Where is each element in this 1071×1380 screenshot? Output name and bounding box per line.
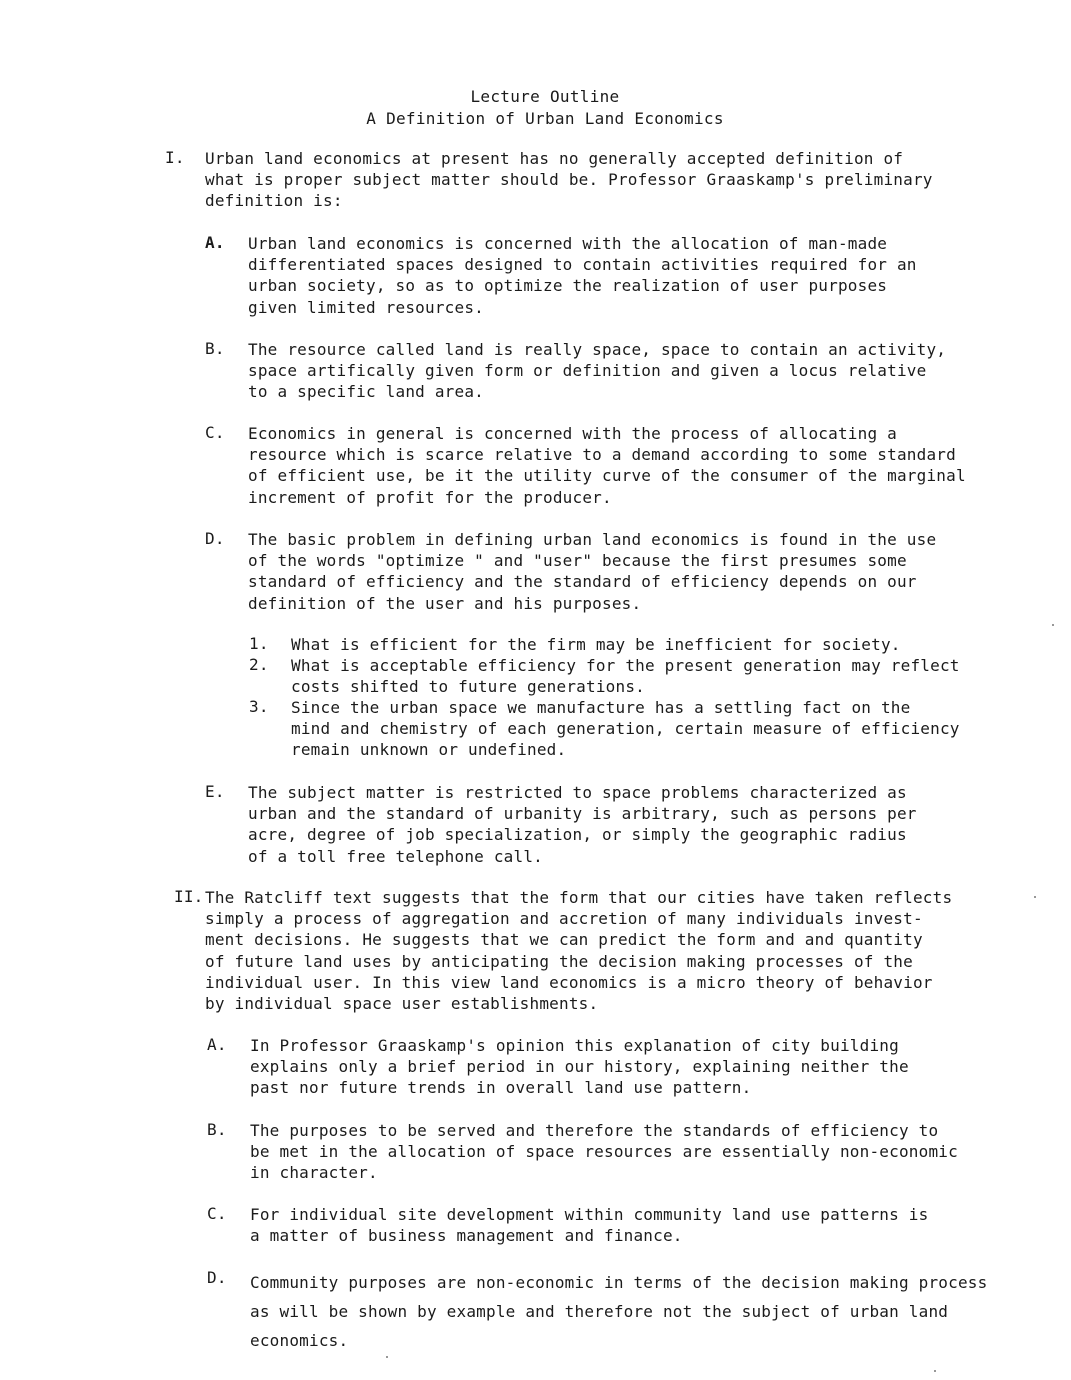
text-line: given limited resources. [248,297,484,317]
item-paragraph [248,339,946,403]
item-paragraph [250,1268,987,1355]
item-marker: D. [205,529,225,548]
text-line: to a specific land area. [248,382,484,402]
scan-speck [386,1356,388,1358]
text-line: definition of the user and his purposes. [248,593,642,613]
text-line: economics. [250,1331,349,1350]
text-line: In Professor Graaskamp's opinion this explanation of city building [250,1036,899,1055]
item-paragraph [250,1204,928,1246]
subitem-paragraph [291,655,960,697]
text-line: of efficient use, be it the utility curve of the consumer of the marginal [248,466,966,486]
text-line: definition is: [205,191,343,211]
text-line: What is efficient for the firm may be inefficient for society. [291,635,901,654]
text-line: For individual site development within community land use patterns is [250,1205,929,1224]
text-line: of future land uses by anticipating the decision making processes of the [205,951,913,971]
text-line: ment decisions. He suggests that we can predict the form and and quantity [205,930,923,950]
text-line: acre, degree of job specialization, or simply the geographic radius [248,825,907,845]
text-line: Since the urban space we manufacture has a settling fact on the [291,698,911,717]
text-line: explains only a brief period in our history, explaining neither the [250,1057,909,1077]
item-paragraph [248,423,966,508]
text-line: The subject matter is restricted to space problems characterized as [248,783,907,802]
text-line: resource which is scarce relative to a demand according to some standard [248,445,956,465]
text-line: urban and the standard of urbanity is arbitrary, such as persons per [248,804,917,824]
text-line: mind and chemistry of each generation, certain measure of efficiency [291,719,960,739]
subitem-paragraph [291,697,960,761]
subitem-paragraph [291,634,901,655]
document-header [0,86,1071,130]
item-paragraph [248,233,917,318]
text-line: past nor future trends in overall land use pattern. [250,1078,752,1098]
text-line: of a toll free telephone call. [248,846,543,866]
text-line: space artifically given form or definition and given a locus relative [248,361,927,381]
scan-speck [934,1370,936,1372]
text-line: remain unknown or undefined. [291,740,567,760]
text-line: The basic problem in defining urban land economics is found in the use [248,530,937,549]
text-line: Community purposes are non-economic in terms of the decision making process [250,1273,988,1292]
text-line: simply a process of aggregation and accretion of many individuals invest- [205,909,923,929]
document-subtitle: A Definition of Urban Land Economics [366,109,724,128]
item-marker: B. [207,1120,227,1139]
text-line: Urban land economics is concerned with the allocation of man-made [248,234,888,253]
text-line: in character. [250,1163,378,1183]
text-line: The purposes to be served and therefore the standards of efficiency to [250,1121,939,1140]
text-line: as will be shown by example and therefore not the subject of urban land [250,1302,949,1321]
item-paragraph [248,529,936,614]
text-line: what is proper subject matter should be. Professor Graaskamp's preliminary [205,170,933,190]
item-marker: D. [207,1268,227,1287]
item-marker: B. [205,339,225,358]
text-line: The Ratcliff text suggests that the form that our cities have taken reflects [205,888,953,907]
subitem-marker: 3. [249,697,269,716]
subitem-marker: 2. [249,655,269,674]
text-line: differentiated spaces designed to contain activities required for an [248,255,917,275]
text-line: individual user. In this view land economics is a micro theory of behavior [205,972,933,992]
scan-speck [1052,624,1054,626]
text-line: standard of efficiency and the standard of efficiency depends on our [248,572,917,592]
section-marker: I. [165,148,185,167]
item-marker: A. [207,1035,227,1054]
text-line: by individual space user establishments. [205,994,599,1014]
item-marker: C. [205,423,225,442]
text-line: be met in the allocation of space resources are essentially non-economic [250,1142,958,1162]
item-paragraph [250,1120,958,1184]
item-paragraph [250,1035,909,1099]
text-line: Urban land economics at present has no generally accepted definition of [205,149,904,168]
section-marker: II. [174,887,204,906]
text-line: increment of profit for the producer. [248,487,612,507]
item-marker: C. [207,1204,227,1223]
item-paragraph [248,782,917,867]
item-marker: A. [205,233,225,252]
text-line: The resource called land is really space, space to contain an activity, [248,340,947,359]
subitem-marker: 1. [249,634,269,653]
text-line: costs shifted to future generations. [291,677,645,697]
text-line: Economics in general is concerned with the process of allocating a [248,424,897,443]
section-paragraph [205,887,952,1014]
section-paragraph [205,148,933,212]
text-line: a matter of business management and finance. [250,1226,683,1246]
text-line: urban society, so as to optimize the realization of user purposes [248,276,888,296]
scan-speck [1034,896,1036,898]
text-line: of the words "optimize " and "user" because the first presumes some [248,551,907,571]
item-marker: E. [205,782,225,801]
document-title: Lecture Outline [470,87,620,106]
text-line: What is acceptable efficiency for the present generation may reflect [291,656,960,675]
